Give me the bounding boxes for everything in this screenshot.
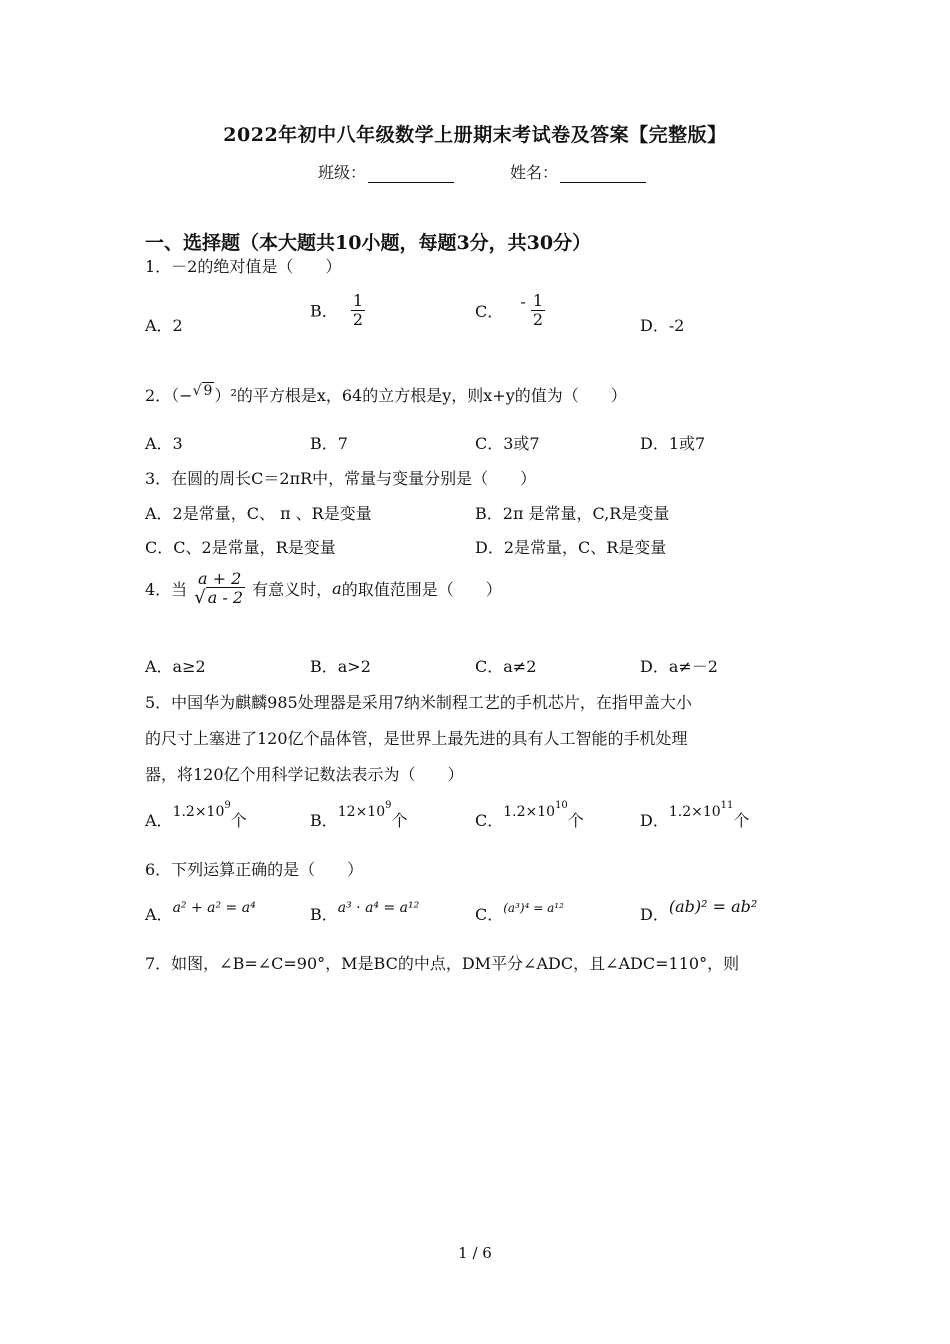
q5-option-b: B．$12\times 10^9$个 [310, 800, 408, 830]
q6-option-c: C．(a³)⁴ = a¹² [475, 901, 564, 924]
q4-option-a: A．a≥2 [145, 657, 206, 676]
class-label: 班级： [318, 163, 367, 182]
class-blank[interactable] [368, 166, 454, 183]
q4-option-d: D．a≠－2 [640, 657, 718, 676]
q5-option-d: D．$1.2\times 10^{11}$个 [640, 800, 750, 830]
q4-fraction: a + 2 √ a - 2 [194, 569, 244, 608]
q1-option-a: A．2 [145, 316, 183, 335]
q1-option-d: D．-2 [640, 316, 685, 335]
name-label: 姓名： [510, 163, 559, 182]
question-2: 2．（−√ 9 ）²的平方根是x，64的立方根是y，则x+y的值为（ ） [145, 383, 627, 405]
q4-option-b: B．a>2 [310, 657, 371, 676]
section-title: 一、选择题（本大题共10小题，每题3分，共30分） [145, 232, 592, 254]
q4-option-c: C．a≠2 [475, 657, 537, 676]
question-7: 7．如图，∠B=∠C=90°，M是BC的中点，DM平分∠ADC，且∠ADC=110°，则 [145, 954, 740, 973]
q3-option-b: B．2π 是常量，C,R是变量 [475, 504, 670, 523]
q2-option-c: C．3或7 [475, 434, 540, 453]
question-5-line-2: 的尺寸上塞进了120亿个晶体管，是世界上最先进的具有人工智能的手机处理 [145, 729, 688, 748]
question-1: 1．－2的绝对值是（ ） [145, 257, 342, 276]
q6-option-a: A．a² + a² = a⁴ [145, 900, 256, 924]
exam-title: 2022年初中八年级数学上册期末考试卷及答案【完整版】 [223, 124, 727, 146]
q6-option-d: D．(ab)² = ab² [640, 897, 758, 924]
q1-c-fraction: $\frac{1}{2}$ [532, 291, 544, 329]
q6-option-b: B．a³ · a⁴ = a¹² [310, 900, 420, 924]
q3-option-a: A．2是常量，C、 π 、R是变量 [145, 504, 372, 523]
q2-option-b: B．7 [310, 434, 348, 453]
q1-b-fraction: $\frac{1}{2}$ [352, 291, 364, 329]
q1-option-c: C． - $\frac{1}{2}$ [475, 291, 544, 329]
q5-option-c: C．$1.2\times 10^{10}$个 [475, 800, 584, 830]
q3-option-d: D．2是常量，C、R是变量 [475, 538, 667, 557]
q5-option-a: A．$1.2\times 10^9$个 [145, 800, 247, 830]
q3-option-c: C．C、2是常量，R是变量 [145, 538, 336, 557]
name-blank[interactable] [560, 166, 646, 183]
student-info-row [318, 160, 646, 183]
q1-option-b: B． $\frac{1}{2}$ [310, 291, 364, 329]
q2-option-d: D．1或7 [640, 434, 706, 453]
question-5-line-1: 5．中国华为麒麟985处理器是采用7纳米制程工艺的手机芯片，在指甲盖大小 [145, 693, 692, 712]
question-4: 4．当 a + 2 √ a - 2 有意义时，a的取值范围是（ ） [145, 569, 502, 608]
question-6: 6．下列运算正确的是（ ） [145, 860, 364, 879]
question-5-line-3: 器，将120亿个用科学记数法表示为（ ） [145, 765, 464, 784]
question-3: 3．在圆的周长C＝2πR中，常量与变量分别是（ ） [145, 469, 537, 488]
q2-option-a: A．3 [145, 434, 183, 453]
page-number: 1 / 6 [458, 1244, 492, 1262]
